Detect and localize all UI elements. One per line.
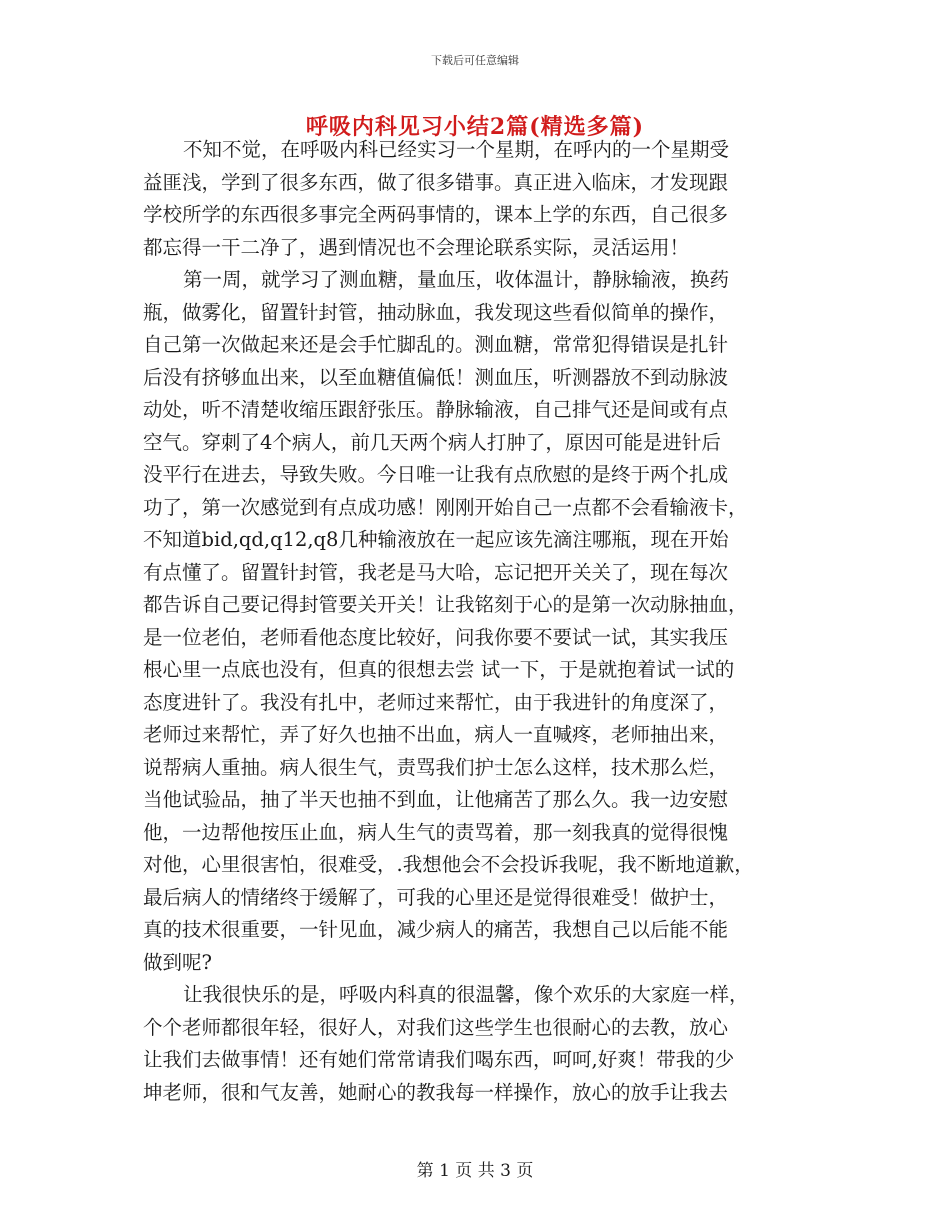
text-line: 对他，心里很害怕，很难受，.我想他会不会投诉我呢，我不断地道歉，	[143, 853, 754, 876]
text-line: 自己第一次做起来还是会手忙脚乱的。测血糖，常常犯得错误是扎针	[143, 333, 729, 356]
text-line: 没平行在进去，导致失败。今日唯一让我有点欣慰的是终于两个扎成	[143, 463, 729, 486]
text-line: 有点懂了。留置针封管，我老是马大哈，忘记把开关关了，现在每次	[143, 560, 729, 584]
text-line: 说帮病人重抽。病人很生气，责骂我们护士怎么这样，技术那么烂，	[143, 755, 729, 779]
text-line: 态度进针了。我没有扎中，老师过来帮忙，由于我进针的角度深了，	[143, 690, 729, 714]
text-line: 做到呢?	[143, 950, 212, 974]
text-line: 最后病人的情绪终于缓解了，可我的心里还是觉得很难受！做护士，	[143, 885, 729, 909]
header-note: 下载后可任意编辑	[431, 54, 519, 67]
text-line: 个个老师都很年轻，很好人，对我们这些学生也很耐心的去教，放心	[143, 1015, 729, 1039]
text-line: 老师过来帮忙，弄了好久也抽不出血，病人一直喊疼，老师抽出来，	[143, 723, 729, 746]
text-line: 真的技术很重要，一针见血，减少病人的痛苦，我想自己以后能不能	[143, 918, 729, 941]
text-line: 都告诉自己要记得封管要关开关！让我铭刻于心的是第一次动脉抽血，	[143, 593, 748, 616]
text-line: 根心里一点底也没有，但真的很想去尝 试一下，于是就抱着试一试的	[143, 658, 735, 681]
text-line: 他，一边帮他按压止血，病人生气的责骂着，那一刻我真的觉得很愧	[143, 820, 729, 844]
text-line: 让我很快乐的是，呼吸内科真的很温馨，像个欢乐的大家庭一样，	[183, 983, 749, 1006]
text-line: 坤老师，很和气友善，她耐心的教我每一样操作，放心的放手让我去	[143, 1080, 729, 1104]
text-line: 不知道bid,qd,q12,q8几种输液放在一起应该先滴注哪瓶，现在开始	[143, 528, 729, 551]
text-line: 不知不觉，在呼吸内科已经实习一个星期，在呼内的一个星期受	[183, 138, 730, 161]
text-line: 益匪浅，学到了很多东西，做了很多错事。真正进入临床，才发现跟	[143, 170, 729, 194]
text-line: 瓶，做雾化，留置针封管，抽动脉血，我发现这些看似简单的操作，	[143, 300, 729, 324]
document-title: 呼吸内科见习小结2篇(精选多篇)	[305, 114, 645, 140]
text-line: 让我们去做事情！还有她们常常请我们喝东西，呵呵,好爽！带我的少	[143, 1048, 735, 1071]
text-line: 是一位老伯，老师看他态度比较好，问我你要不要试一试，其实我压	[143, 625, 729, 649]
text-line: 后没有挤够血出来，以至血糖值偏低！测血压，听测器放不到动脉波	[143, 365, 729, 389]
text-line: 学校所学的东西很多事完全两码事情的，课本上学的东西，自己很多	[143, 203, 729, 226]
page-footer: 第 1 页 共 3 页	[416, 1161, 534, 1181]
text-line: 空气。穿刺了4个病人，前几天两个病人打肿了，原因可能是进针后	[143, 430, 721, 454]
body-text	[143, 134, 813, 1109]
text-line: 都忘得一干二净了，遇到情况也不会理论联系实际，灵活运用！	[143, 235, 690, 259]
text-line: 当他试验品，抽了半天也抽不到血，让他痛苦了那么久。我一边安慰	[143, 788, 729, 811]
text-line: 功了，第一次感觉到有点成功感！刚刚开始自己一点都不会看输液卡，	[143, 495, 748, 519]
text-line: 动处，听不清楚收缩压跟舒张压。静脉输液，自己排气还是间或有点	[143, 398, 729, 421]
text-line: 第一周，就学习了测血糖，量血压，收体温计，静脉输液，换药	[183, 268, 730, 291]
